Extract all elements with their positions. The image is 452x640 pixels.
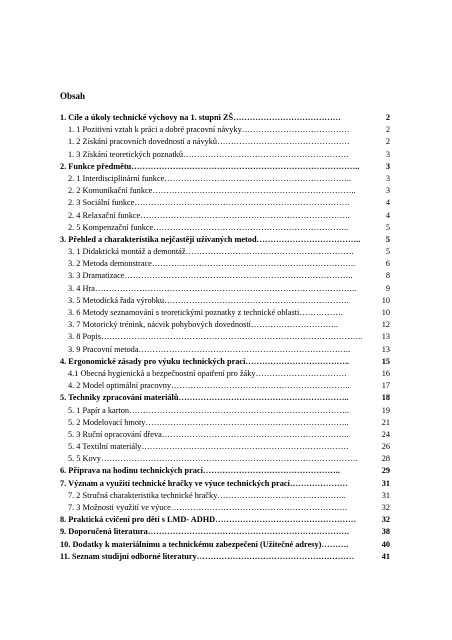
toc-page-number: 2 [385,113,390,122]
toc-entry-label: 3. 4 Hra………………………………………………………………………………….. [68,283,357,293]
toc-section-entry [60,210,390,222]
toc-section-entry [60,197,390,209]
toc-page-number: 28 [381,454,390,464]
toc-page-number: 3 [385,149,390,159]
toc-page-number: 18 [381,393,390,403]
toc-page-number: 5 [385,247,390,257]
toc-section-entry [60,270,390,282]
toc-page-number: 17 [381,381,390,391]
toc-page-number: 10 [381,308,390,317]
toc-page-number: 21 [381,417,390,427]
toc-page-number: 5 [385,222,390,232]
toc-page-number: 10 [381,295,390,305]
toc-entry-label: 1. 2 Získání pracovních dovedností a návyků………………………………………… [68,137,350,147]
toc-entry-label: 5. 4 Textilní materiály………………………………………………………………… [68,442,349,452]
toc-page-number: 12 [381,320,390,330]
toc-entry-label: 4. Ergonomické zásady pro výuku technických prací……………………………….. [60,356,350,366]
toc-page-number: 4 [385,198,390,208]
toc-chapter-entry [60,539,390,551]
toc-page-number: 26 [381,442,390,452]
toc-entry-label: 1. Cíle a úkoly technické výchovy na 1. stupni ZŠ………………………………… [60,113,341,122]
toc-section-entry [60,331,390,343]
toc-chapter-entry [60,514,390,526]
toc-page-number: 3 [385,161,390,171]
toc-page-number: 6 [385,259,390,269]
toc-page-number: 32 [381,503,390,512]
toc-page-number: 3 [385,173,390,183]
toc-page-number: 31 [381,490,390,500]
toc-section-entry [60,417,390,429]
toc-page-number: 40 [381,539,390,549]
toc-entry-label: 5. Techniky zpracování materiálů…………………………………………………….. [60,393,349,403]
toc-page-number: 13 [381,332,390,342]
toc-page-number: 32 [381,515,390,525]
toc-section-entry [60,124,390,136]
toc-section-entry [60,222,390,234]
toc-section-entry [60,295,390,307]
toc-section-entry [60,307,390,319]
toc-entry-label: 3. 3 Dramatizace……………………………………………………………………….. [68,271,353,281]
toc-section-entry [60,502,390,514]
toc-chapter-entry [60,356,390,368]
toc-entry-label: 7. Význam a využití technické hračky ve výuce technických prací………………… [60,478,348,488]
toc-entry-label: 6. Příprava na hodinu technických prací………………………………………….. [60,466,340,476]
toc-section-entry [60,246,390,258]
toc-entry-label: 8. Praktická cvičení pro děti s LMD- ADHD…………………………………………… [60,515,357,525]
toc-entry-label: 5. 2 Modelovací hmoty……………………………………………………………….. [68,417,349,427]
toc-entry-label: 11. Seznam studijní odborné literatury………………………………………………… [60,551,355,561]
toc-entry-label: 2. 1 Interdisciplinární funkce………………………………………………………….. [68,173,351,183]
toc-entry-label: 7. 2 Stručná charakteristika technické hračky……………………………………….. [68,490,346,500]
toc-section-entry [60,136,390,148]
toc-page-number: 2 [385,125,390,135]
toc-entry-label: 9. Doporučená literatura………………………………………………………………. [60,527,349,537]
toc-section-entry [60,344,390,356]
toc-section-entry [60,380,390,392]
toc-title: Obsah [60,91,86,101]
toc-entry-label: 3. 1 Didaktická montáž a demontáž……………………………………………………. [68,247,354,257]
toc-page-number: 15 [381,356,390,366]
toc-page-number: 31 [381,478,390,488]
toc-entry-label: 3. 6 Metody seznamování s teoretickými poznatky z technické oblasti……………. [68,308,343,317]
toc-section-entry [60,185,390,197]
toc-chapter-entry [60,551,390,563]
toc-section-entry [60,258,390,270]
toc-page-number: 16 [381,368,390,378]
toc-entry-label: 3. 8 Popis………………………………………………………………………………….. [68,332,363,342]
toc-entry-label: 10. Dodatky k materiálnímu a technickému zabezpečení (Užitečné adresy)………. [60,539,349,549]
toc-page-number: 2 [385,137,390,147]
toc-page-number: 3 [385,186,390,196]
table-of-contents [60,112,390,563]
toc-entry-label: 3. 5 Metodická řada výrobku…………………………………………………………. [68,295,349,305]
toc-section-entry [60,490,390,502]
toc-chapter-entry [60,526,390,538]
toc-chapter-entry [60,161,390,173]
toc-entry-label: 3. 7 Motorický trénink, nácvik pohybových dovedností………………………….. [68,320,339,330]
toc-chapter-entry [60,392,390,404]
toc-entry-label: 1. 3 Získání teoretických poznatků…………………………………………………… [68,149,349,159]
toc-entry-label: 4.1 Obecná hygienická a bezpečnostní opatření pro žáky…………………………… [68,368,347,378]
toc-section-entry [60,441,390,453]
toc-section-entry [60,319,390,331]
toc-section-entry [60,453,390,465]
toc-entry-label: 2. Funkce předmětu……………………………………………………………………….. [60,161,360,171]
toc-section-entry [60,149,390,161]
toc-entry-label: 4. 2 Model optimální pracovny……………………………………………………….. [68,381,350,391]
toc-entry-label: 1. 1 Pozitivní vztah k práci a dobré pracovní návyky………………………………… [68,125,350,135]
toc-page-number: 9 [385,283,390,293]
toc-page-number: 13 [381,344,390,354]
toc-entry-label: 2. 4 Relaxační funkce…………………………………………………………………. [68,210,350,220]
toc-page-number: 4 [385,210,390,220]
toc-page-number: 29 [381,466,390,476]
toc-page-number: 38 [381,527,390,537]
toc-section-entry [60,283,390,295]
toc-entry-label: 5. 5 Kovy………………………………………………………………………………… [68,454,359,464]
toc-entry-label: 3. Přehled a charakteristika nejčastěji užívaných metod……………………………….. [60,234,361,244]
toc-section-entry [60,405,390,417]
toc-section-entry [60,173,390,185]
toc-chapter-entry [60,112,390,124]
toc-section-entry [60,368,390,380]
toc-page-number: 5 [385,234,390,244]
toc-page-number: 24 [381,429,390,439]
toc-entry-label: 2. 5 Kompenzační funkce…………………………………………………………….. [68,222,349,232]
toc-chapter-entry [60,478,390,490]
toc-entry-label: 7. 3 Možnosti využití ve výuce………………………………………………………. [68,503,348,512]
toc-entry-label: 2. 2 Komunikační funkce……………………………………………………………….. [68,186,356,196]
toc-entry-label: 2. 3 Sociální funkce…………………………………………………………………… [68,198,351,208]
toc-page-number: 8 [385,271,390,281]
toc-page-number: 41 [381,551,390,561]
toc-chapter-entry [60,234,390,246]
toc-chapter-entry [60,465,390,477]
toc-page-number: 19 [381,405,390,415]
toc-entry-label: 3. 2 Metoda demonstrace……………………………………………………………….. [68,259,356,269]
toc-entry-label: 5. 1 Papír a karton…………………………………………………………………….. [68,405,349,415]
toc-entry-label: 5. 3 Ruční opracování dřeva………………………………………………………….. [68,429,349,439]
toc-section-entry [60,429,390,441]
toc-entry-label: 3. 9 Pracovní metoda………………………………………………………………….. [68,344,351,354]
